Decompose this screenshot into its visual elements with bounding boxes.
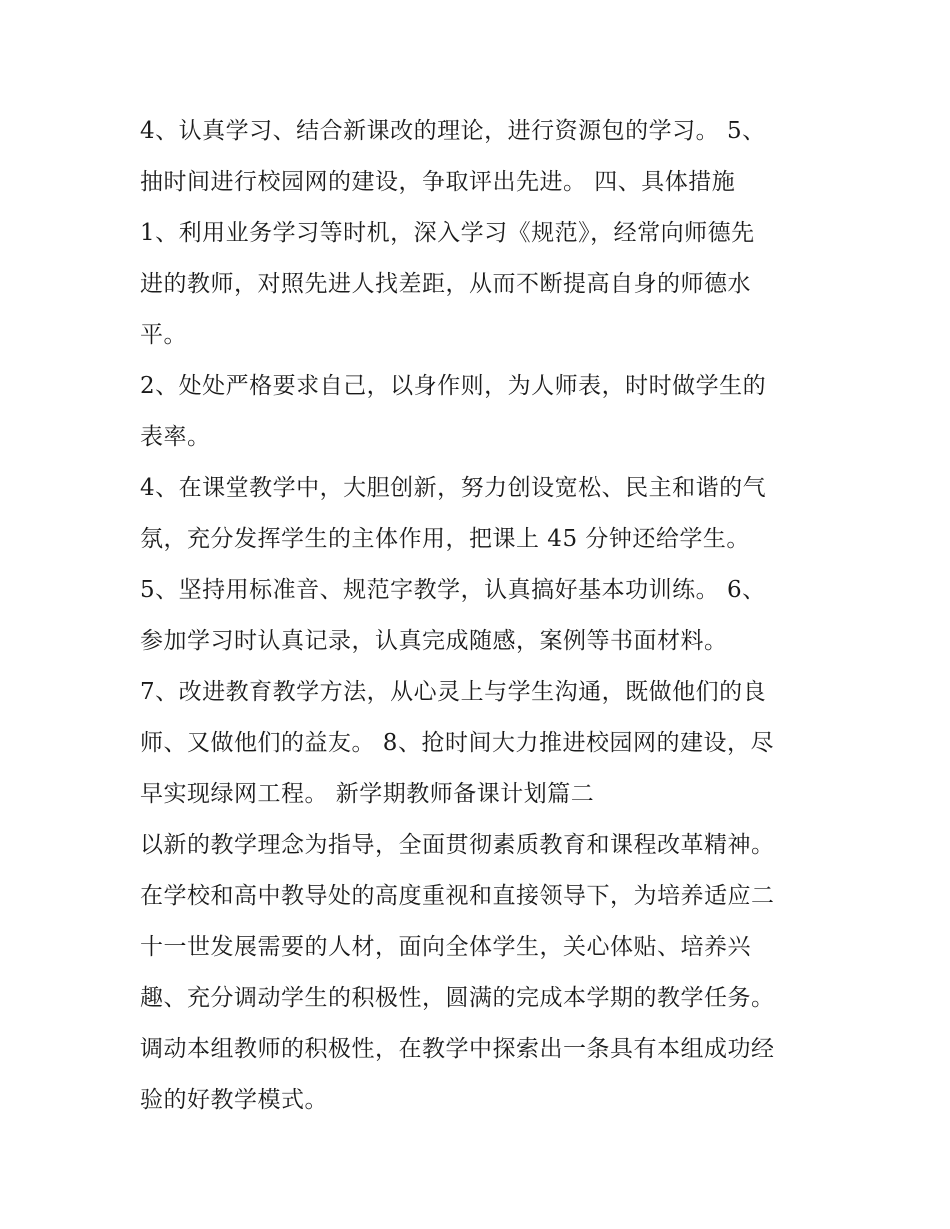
text-line: 抽时间进行校园网的建设，争取评出先进。 四、具体措施: [140, 169, 736, 195]
text-line: 平。: [140, 322, 187, 348]
text-line: 在学校和高中教导处的高度重视和直接领导下，为培养适应二: [140, 883, 775, 909]
document-body: [140, 106, 820, 1126]
text-line: 验的好教学模式。: [140, 1087, 328, 1113]
text-line: 十一世发展需要的人材，面向全体学生，关心体贴、培养兴: [140, 934, 751, 960]
text-line: 以新的教学理念为指导，全面贯彻素质教育和课程改革精神。: [140, 832, 775, 858]
text-line: 参加学习时认真记录，认真完成随感，案例等书面材料。: [140, 628, 728, 654]
text-line: 师、又做他们的益友。 8、抢时间大力推进校园网的建设，尽: [140, 730, 774, 756]
text-line: 表率。: [140, 424, 211, 450]
text-line: 5、坚持用标准音、规范字教学，认真搞好基本功训练。 6、: [140, 577, 766, 603]
text-line: 4、认真学习、结合新课改的理论，进行资源包的学习。 5、: [140, 118, 766, 144]
text-line: 7、改进教育教学方法，从心灵上与学生沟通，既做他们的良: [140, 679, 767, 705]
text-line: 进的教师，对照先进人找差距，从而不断提高自身的师德水: [140, 271, 751, 297]
text-line: 早实现绿网工程。 新学期教师备课计划篇二: [140, 781, 595, 807]
text-line: 1、利用业务学习等时机，深入学习《规范》，经常向师德先: [140, 220, 755, 246]
text-line: 2、处处严格要求自己，以身作则，为人师表，时时做学生的: [140, 373, 767, 399]
text-line: 氛，充分发挥学生的主体作用，把课上 45 分钟还给学生。: [140, 526, 750, 552]
text-line: 趣、充分调动学生的积极性，圆满的完成本学期的教学任务。: [140, 985, 775, 1011]
text-line: 调动本组教师的积极性，在教学中探索出一条具有本组成功经: [140, 1036, 775, 1062]
text-line: 4、在课堂教学中，大胆创新，努力创设宽松、民主和谐的气: [140, 475, 767, 501]
